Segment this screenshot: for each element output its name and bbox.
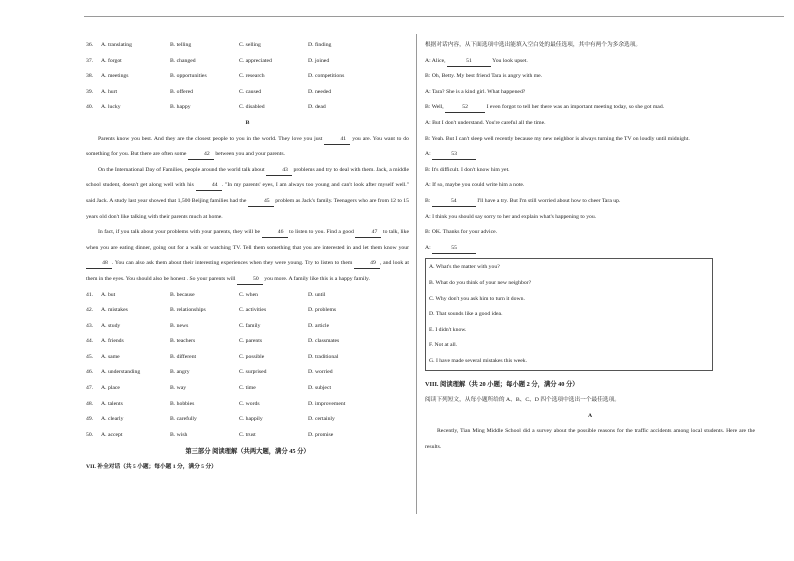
options-41-50 xyxy=(86,288,409,444)
blank-44: 44 xyxy=(196,181,222,191)
option-row: 50. A. accept B. wish C. trust D. promise xyxy=(86,431,334,438)
dialog-line: B: 54 I'll have a try. But I'm still worried about how to cheer Tara up. xyxy=(425,194,755,210)
option-row: 42. A. mistakes B. relationships C. activities D. problems xyxy=(86,307,337,314)
blank-46: 46 xyxy=(262,228,288,238)
blank-47: 47 xyxy=(355,228,381,238)
option-row: 45. A. same B. different C. possible D. traditional xyxy=(86,353,339,360)
option-row: 40. A. lucky B. happy C. disabled D. dead xyxy=(86,104,326,111)
passage-label: A xyxy=(587,412,593,419)
blank-45: 45 xyxy=(248,197,274,207)
choice-item: B. What do you think of your new neighbor? xyxy=(429,279,532,286)
blank-42: 42 xyxy=(188,150,214,160)
left-column xyxy=(86,38,409,476)
blank-55: 55 xyxy=(432,244,476,254)
blank-51: 51 xyxy=(447,57,491,67)
choice-item: C. Why don't you ask him to turn it down. xyxy=(429,295,525,302)
dialog-line: B: Well, 52 I even forgot to tell her there was an important meeting today, so she got mad. xyxy=(425,100,755,116)
option-row: 43. A. study B. news C. family D. article xyxy=(86,322,330,329)
passage-start: Recently, Tian Ming Middle School did a survey about the possible reasons for the traffic accidents among local students. Here are the results. xyxy=(425,428,755,450)
section-8-heading: VIII. 阅读理解（共 20 小题；每小题 2 分，满分 40 分） xyxy=(425,381,579,389)
option-row: 49. A. clearly B. carefully C. happily D. certainly xyxy=(86,416,335,423)
dialog-line: B: It's difficult. I don't know him yet. xyxy=(425,166,510,173)
choice-item: A. What's the matter with you? xyxy=(429,264,500,271)
dialog-line: A: 53 xyxy=(425,147,755,163)
dialog-line: A: 55 xyxy=(425,241,755,257)
choice-item: E. I didn't know. xyxy=(429,326,467,333)
blank-43: 43 xyxy=(266,166,292,176)
option-row: 41. A. but B. because C. when D. until xyxy=(86,291,326,298)
dialog-line: A: If so, maybe you could write him a note. xyxy=(425,182,525,189)
dialog-line: B: Oh, Betty. My best friend Tara is angry with me. xyxy=(425,73,543,80)
dialog-line: B: Yeah. But I can't sleep well recently because my new neighbor is always turning the TV on loudly until midnight. xyxy=(425,135,690,142)
blank-50: 50 xyxy=(237,275,263,285)
option-row: 38. A. meetings B. opportunities C. research D. competitions xyxy=(86,73,345,80)
dialog-line: A: Alice, 51 You look upset. xyxy=(425,54,755,70)
options-36-40 xyxy=(86,38,409,116)
option-row: 48. A. talents B. hobbies C. words D. improvement xyxy=(86,400,346,407)
passage-paragraph-1: Parents know you best. And they are the closest people to you in the world. They love you just 41 you are. You want to do something for you. But there are often some 42 between you and your parents. xyxy=(86,132,409,163)
choice-item: D. That sounds like a good idea. xyxy=(429,311,503,318)
column-divider xyxy=(416,34,417,514)
header-rule xyxy=(84,16,784,17)
choices-box xyxy=(425,258,713,371)
section-7-heading: VII. 补全对话（共 5 小题；每小题 1 分，满分 5 分） xyxy=(86,464,217,471)
option-row: 36. A. translating B. telling C. selling D. finding xyxy=(86,42,332,48)
option-row: 44. A. friends B. teachers C. parents D. classmates xyxy=(86,338,340,345)
dialog-line: B: OK. Thanks for your advice. xyxy=(425,229,498,236)
section-8-instruction: 阅读下列短文，从每小题所给的 A、B、C、D 四个选项中选出一个最佳选项。 xyxy=(425,397,620,404)
blank-49: 49 xyxy=(354,259,380,269)
dialog-instruction: 根据对话内容，从下面选项中选出能填入空白处的最佳选项，其中有两个为多余选项。 xyxy=(425,42,642,48)
blank-48: 48 xyxy=(86,259,112,269)
dialog-line: A: Tara? She is a kind girl. What happened? xyxy=(425,88,526,95)
option-row: 39. A. hurt B. offered C. caused D. needed xyxy=(86,88,332,95)
passage-paragraph-2: On the International Day of Families, people around the world talk about 43 problems and try to deal with them. Jack, a middle school student, doesn't get along well with his 44 . "In my parents' eyes, I am always too young and can't look after myself well." said Jack. A study last year showed that 1,500 Beijing families had the 45 problem as Jack's family. Teenagers who are from 12 to 15 years old don't like talking with their parents much at home. xyxy=(86,166,410,220)
option-row: 37. A. forgot B. changed C. appreciated D. joined xyxy=(86,57,330,64)
blank-54: 54 xyxy=(432,197,476,207)
option-row: 46. A. understanding B. angry C. surprised D. worried xyxy=(86,369,333,376)
dialog-line: A: I think you should say sorry to her and explain what's happening to you. xyxy=(425,213,597,220)
part3-title: 第三部分 阅读理解（共两大题，满分 45 分） xyxy=(185,448,310,456)
blank-41: 41 xyxy=(324,135,350,145)
section-b-label: B xyxy=(245,119,250,126)
dialog-line: A: But I don't understand. You're careful all the time. xyxy=(425,119,546,126)
blank-52: 52 xyxy=(445,103,485,113)
choice-item: G. I have made several mistakes this week. xyxy=(429,357,528,364)
option-row: 47. A. place B. way C. time D. subject xyxy=(86,385,332,392)
right-column xyxy=(425,38,755,455)
choice-item: F. Not at all. xyxy=(429,342,458,349)
blank-53: 53 xyxy=(432,150,476,160)
passage-paragraph-3: In fact, if you talk about your problems with your parents, they will be 46 to listen to you. Find a good 47 to talk, like when you are eating dinner, going out for a walk or watching TV. Tell them something that you are interested in and let them know your 48 . You can also ask them about their interesting experiences when they were young. Try to listen to them 49 , and look at them in the eyes. You should also be honest . So your parents will 50 you more. A family like this is a happy family. xyxy=(86,225,409,287)
